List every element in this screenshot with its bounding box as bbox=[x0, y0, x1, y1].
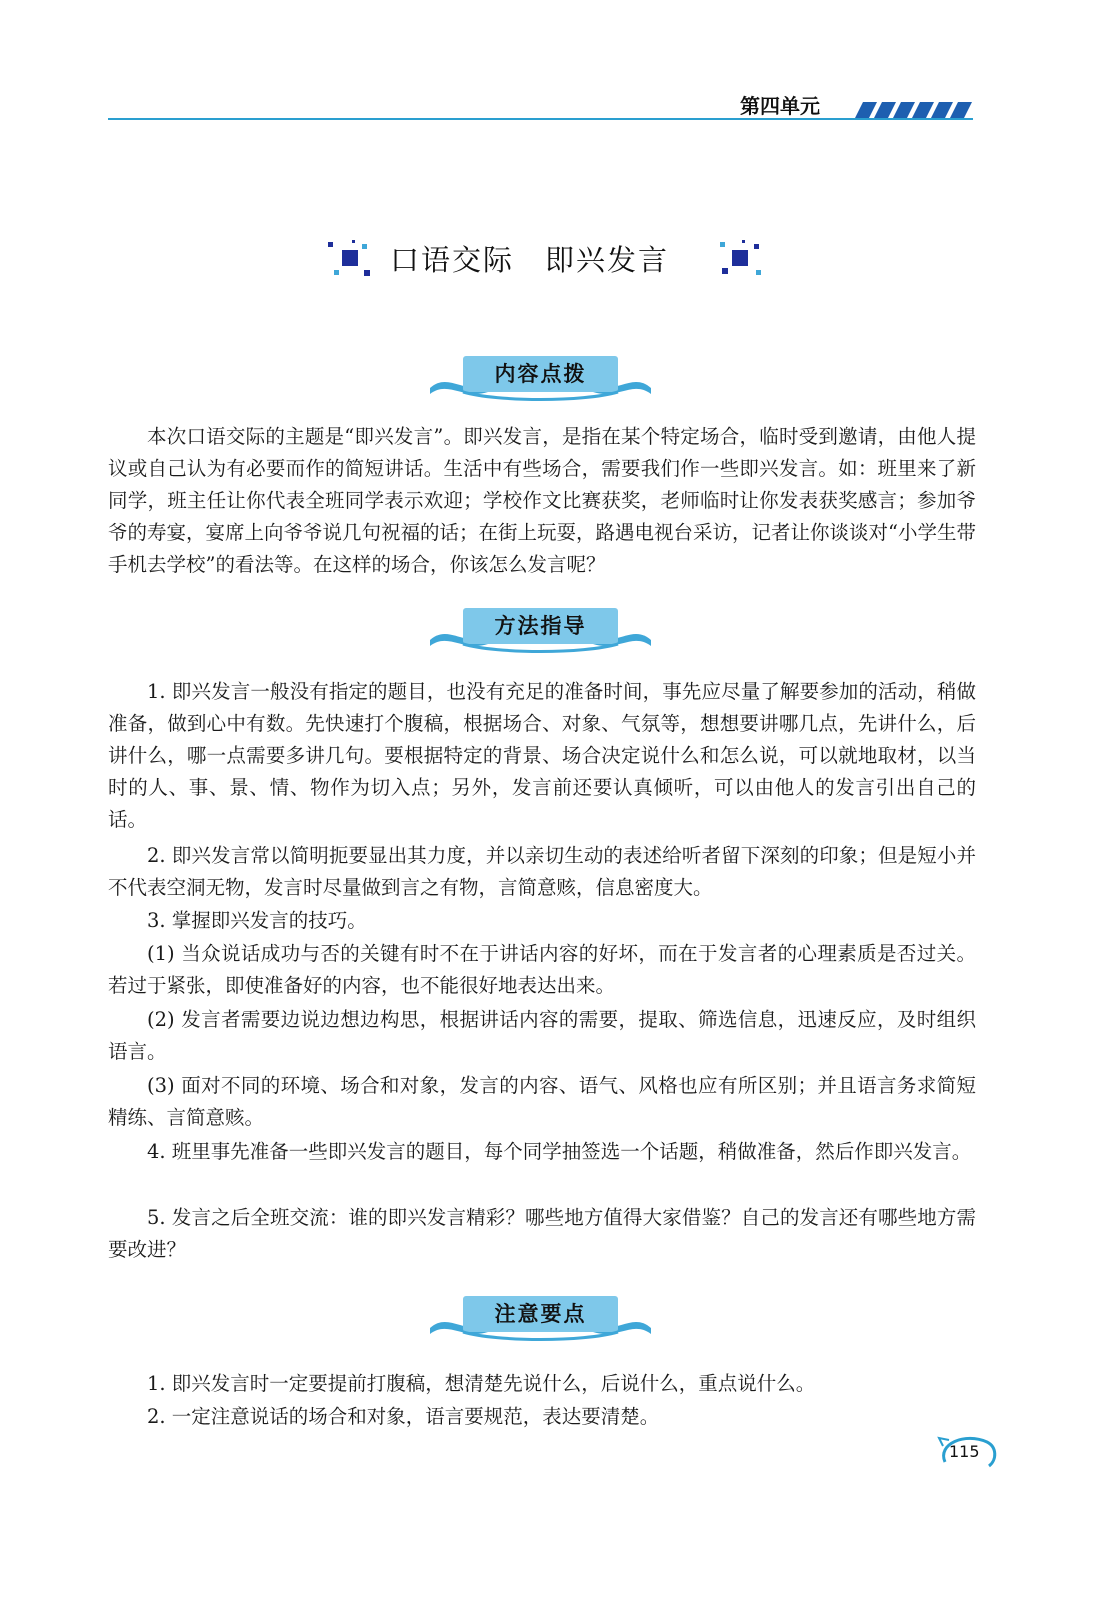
page-number-block bbox=[935, 1432, 1005, 1477]
section-banner-notes bbox=[428, 1292, 653, 1342]
page-title-block bbox=[300, 238, 800, 288]
method-item: 3. 掌握即兴发言的技巧。 bbox=[147, 909, 367, 932]
method-item: (3) 面对不同的环境、场合和对象，发言的内容、语气、风格也应有所区别；并且语言务求简短精练、言简意赅。 bbox=[108, 1074, 976, 1129]
method-item: (1) 当众说话成功与否的关键有时不在于讲话内容的好坏，而在于发言者的心理素质是否过关。若过于紧张，即使准备好的内容，也不能很好地表达出来。 bbox=[108, 942, 976, 997]
page-number: 115 bbox=[949, 1442, 980, 1461]
square-dots-icon bbox=[328, 240, 376, 280]
method-item: 4. 班里事先准备一些即兴发言的题目，每个同学抽签选一个话题，稍做准备，然后作即兴发言。 bbox=[147, 1140, 972, 1163]
section-label-content: 内容点拨 bbox=[494, 362, 587, 386]
square-dots-icon bbox=[718, 240, 766, 280]
content-paragraph: 本次口语交际的主题是“即兴发言”。即兴发言，是指在某个特定场合，临时受到邀请，由他人提议或自己认为有必要而作的简短讲话。生活中有些场合，需要我们作一些即兴发言。如：班里来了新同学，班主任让你代表全班同学表示欢迎；学校作文比赛获奖，老师临时让你发表获奖感言；参加爷爷的寿宴，宴席上向爷爷说几句祝福的话；在街上玩耍，路遇电视台采访，记者让你谈谈对“小学生带手机去学校”的看法等。在这样的场合，你该怎么发言呢？ bbox=[108, 425, 976, 576]
unit-header: 第四单元 bbox=[740, 94, 820, 118]
header-stripes-decoration bbox=[855, 100, 975, 120]
method-item: 5. 发言之后全班交流：谁的即兴发言精彩？哪些地方值得大家借鉴？自己的发言还有哪些地方需要改进？ bbox=[108, 1206, 976, 1261]
notes-item: 1. 即兴发言时一定要提前打腹稿，想清楚先说什么，后说什么，重点说什么。 bbox=[147, 1372, 816, 1395]
section-label-notes: 注意要点 bbox=[494, 1302, 587, 1326]
section-banner-method bbox=[428, 604, 653, 654]
section-banner-content bbox=[428, 352, 653, 402]
page-title: 口语交际 即兴发言 bbox=[390, 243, 670, 277]
method-item: 1. 即兴发言一般没有指定的题目，也没有充足的准备时间，事先应尽量了解要参加的活动，稍做准备，做到心中有数。先快速打个腹稿，根据场合、对象、气氛等，想想要讲哪几点，先讲什么，后讲什么，哪一点需要多讲几句。要根据特定的背景、场合决定说什么和怎么说，可以就地取材，以当时的人、事、景、情、物作为切入点；另外，发言前还要认真倾听，可以由他人的发言引出自己的话。 bbox=[108, 680, 976, 831]
notes-item: 2. 一定注意说话的场合和对象，语言要规范，表达要清楚。 bbox=[147, 1405, 660, 1428]
method-item: (2) 发言者需要边说边想边构思，根据讲话内容的需要，提取、筛选信息，迅速反应，及时组织语言。 bbox=[108, 1008, 976, 1063]
section-label-method: 方法指导 bbox=[494, 614, 587, 638]
header-rule bbox=[108, 118, 973, 120]
method-item: 2. 即兴发言常以简明扼要显出其力度，并以亲切生动的表述给听者留下深刻的印象；但是短小并不代表空洞无物，发言时尽量做到言之有物，言简意赅，信息密度大。 bbox=[108, 844, 976, 899]
